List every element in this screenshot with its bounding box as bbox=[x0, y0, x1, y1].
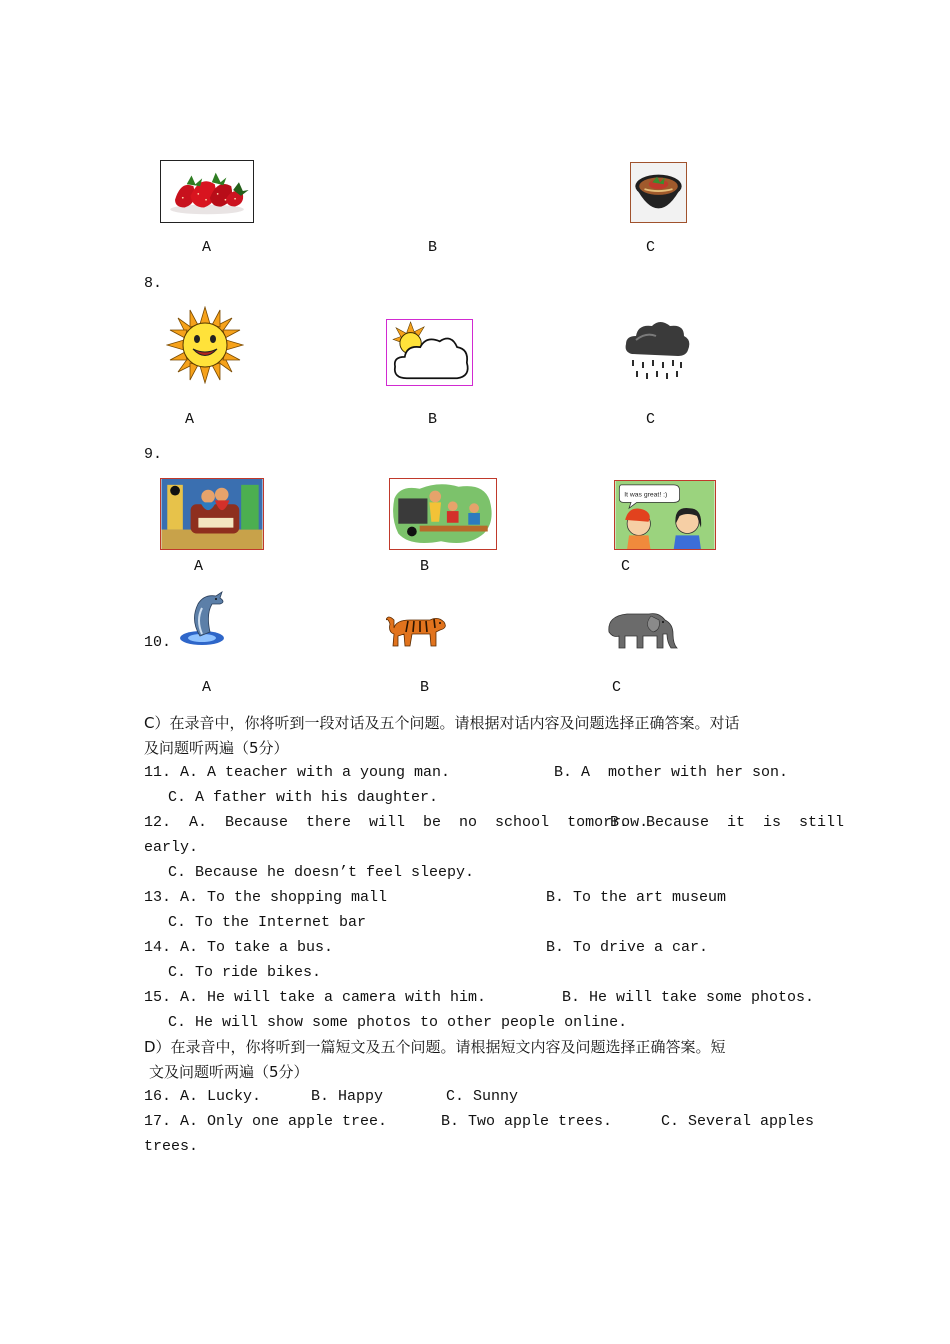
section-d-intro-line2: 文及问题听两遍（5分） bbox=[149, 1063, 309, 1081]
section-c-intro-line1: C）在录音中，你将听到一段对话及五个问题。请根据对话内容及问题选择正确答案。对话 bbox=[144, 714, 740, 732]
q8-number: 8. bbox=[144, 275, 163, 292]
sun-image bbox=[166, 306, 244, 384]
q12-option-a: 12. A. Because there will be no school tomorrow. bbox=[144, 814, 649, 831]
q12-option-c: C. Because he doesn’t feel sleepy. bbox=[168, 864, 475, 881]
q11-option-c: C. A father with his daughter. bbox=[168, 789, 439, 806]
q15-option-a: 15. A. He will take a camera with him. bbox=[144, 989, 487, 1006]
q7-label-a: A bbox=[202, 239, 212, 256]
q15-option-c: C. He will show some photos to other people online. bbox=[168, 1014, 628, 1031]
q12-option-b-continued: early. bbox=[144, 839, 199, 856]
section-d-intro-line1: D）在录音中，你将听到一篇短文及五个问题。请根据短文内容及问题选择正确答案。短 bbox=[144, 1038, 726, 1056]
q8-label-c: C bbox=[646, 411, 656, 428]
q14-option-c: C. To ride bikes. bbox=[168, 964, 322, 981]
q14-option-a: 14. A. To take a bus. bbox=[144, 939, 334, 956]
q15-option-b: B. He will take some photos. bbox=[562, 989, 815, 1006]
q7-label-b: B bbox=[428, 239, 438, 256]
dolphin-image bbox=[176, 590, 228, 648]
q16-option-b: B. Happy bbox=[311, 1088, 384, 1105]
q16-option-c: C. Sunny bbox=[446, 1088, 519, 1105]
q10-number: 10. bbox=[144, 634, 172, 651]
q10-label-a: A bbox=[202, 679, 212, 696]
noodle-bowl-image bbox=[630, 162, 687, 223]
section-c-intro-line2: 及问题听两遍（5分） bbox=[144, 739, 289, 757]
q9-label-c: C bbox=[621, 558, 631, 575]
q17-option-a: 17. A. Only one apple tree. bbox=[144, 1113, 388, 1130]
q14-option-b: B. To drive a car. bbox=[546, 939, 709, 956]
q9-label-a: A bbox=[194, 558, 204, 575]
q8-label-b: B bbox=[428, 411, 438, 428]
q17-option-c-continued: trees. bbox=[144, 1138, 199, 1155]
q13-option-b: B. To the art museum bbox=[546, 889, 727, 906]
q16-option-a: 16. A. Lucky. bbox=[144, 1088, 262, 1105]
q8-label-a: A bbox=[185, 411, 195, 428]
family-room-image bbox=[160, 478, 264, 550]
q13-option-a: 13. A. To the shopping mall bbox=[144, 889, 388, 906]
q13-option-c: C. To the Internet bar bbox=[168, 914, 367, 931]
q7-label-c: C bbox=[646, 239, 656, 256]
q17-option-b: B. Two apple trees. bbox=[441, 1113, 613, 1130]
elephant-image bbox=[603, 608, 679, 652]
strawberries-image bbox=[160, 160, 254, 223]
q12-option-b: B. Because it is still bbox=[610, 814, 845, 831]
rain-cloud-image bbox=[622, 318, 692, 382]
q10-label-c: C bbox=[612, 679, 622, 696]
two-girls-talking-image bbox=[614, 480, 716, 550]
q17-option-c: C. Several apples bbox=[661, 1113, 815, 1130]
q9-number: 9. bbox=[144, 446, 163, 463]
classroom-image bbox=[389, 478, 497, 550]
q10-label-b: B bbox=[420, 679, 430, 696]
q11-option-a: 11. A. A teacher with a young man. bbox=[144, 764, 451, 781]
tiger-image bbox=[386, 610, 448, 650]
q9-label-b: B bbox=[420, 558, 430, 575]
q11-option-b: B. A mother with her son. bbox=[554, 764, 789, 781]
sun-cloud-image bbox=[386, 319, 473, 386]
speech-bubble-text: It was great! :) bbox=[624, 491, 668, 499]
